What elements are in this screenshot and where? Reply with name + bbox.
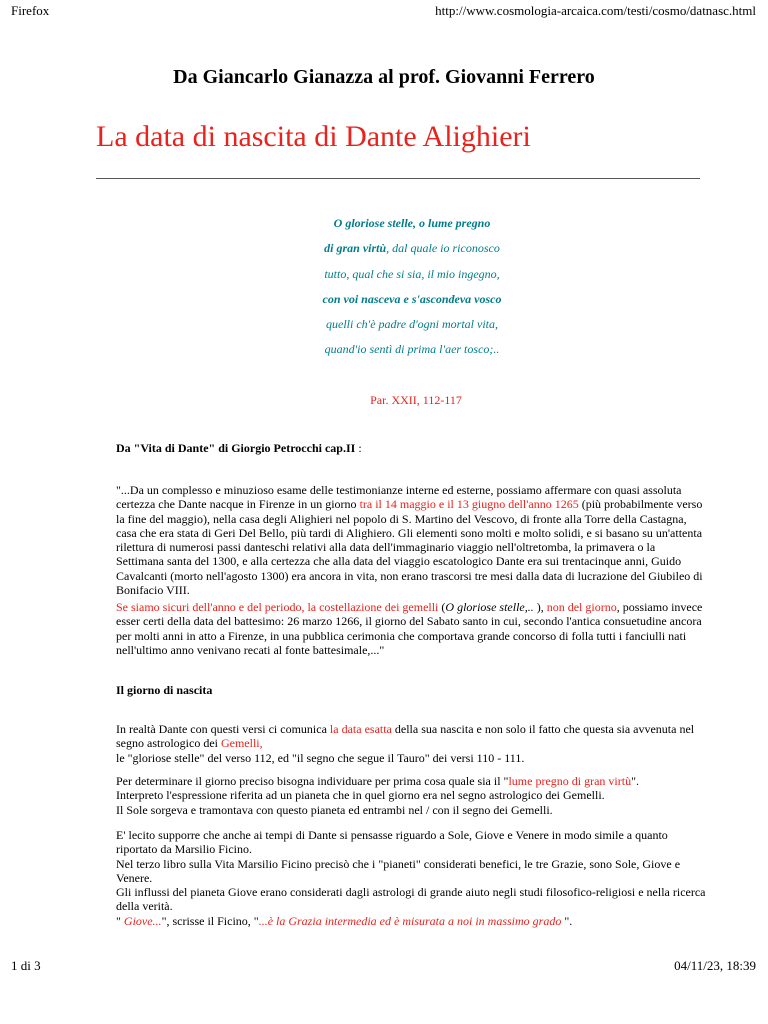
section-1-heading-text: Da "Vita di Dante" di Giorgio Petrocchi cap.II	[116, 441, 356, 455]
s2-p1-c: le "gloriose stelle" del verso 112, ed "il segno che segue il Tauro" dei versi 110 - 111.	[116, 750, 525, 765]
s2-p1-b: della sua nascita e non solo il fatto che questa sia avvenuta nel segno astrologico dei	[116, 722, 695, 751]
quote-p2-a: (	[438, 600, 446, 614]
section-1-heading	[116, 441, 706, 455]
s2-p3-b: Nel terzo libro sulla Vita Marsilio Ficino precisò che i "pianeti" considerati benefici, le tre Grazie, sono Sole, Giove e Venere.	[116, 856, 681, 885]
s2-p2-a: Per determinare il giorno preciso bisogna individuare per prima cosa quale sia il "	[116, 774, 509, 788]
poem-line-5: quelli ch'è padre d'ogni mortal vita,	[326, 317, 498, 332]
s2-p2-b: ".	[631, 774, 639, 788]
quote-p1-a: "...Da un complesso e minuzioso esame delle testimonianze interne ed esterne, possiamo affermare con quasi assoluta certezza che Dante nacque in Firenze in un giorno	[116, 483, 682, 512]
s2-p3-a: E' lecito supporre che anche ai tempi di Dante si pensasse riguardo a Sole, Giove e Venere in modo simile a quanto riportato da Marsilio Ficino.	[116, 828, 668, 857]
s2-p3-red2: ...è la Grazia intermedia ed è misurata a noi in massimo grado	[258, 913, 565, 928]
page-count: 1 di 3	[11, 958, 41, 973]
s2-p3-q2: ", scrisse il Ficino, "	[161, 913, 259, 928]
page-title: Da Giancarlo Gianazza al prof. Giovanni Ferrero	[173, 66, 595, 88]
quote-p1-b: (più probabilmente verso la fine del maggio), nella casa degli Alighieri nel popolo di S. Martino del Vescovo, di fronte alla Torre della Castagna, casa che era stata di Geri Del Bello, più tardi di Alighiero. Gli elementi sono molti e molto solidi, e si basano su un'attenta rilettura di numerosi passi danteschi relativi alla data dell'immaginario viaggio nell'oltretomba, la primavera o la Settimana santa del 1300, e alla certezza che alla data del viaggio escatologico Dante era sui trentacinque anni, Guido Cavalcanti (morto nell'agosto 1300) era ancora in vita, non erano trascorsi tre mesi dalla data di lucrazione del Giubileo di Bonifacio VIII.	[116, 497, 703, 598]
poem-line-3: tutto, qual che si sia, il mio ingegno,	[324, 266, 500, 281]
poem-line-6: quand'io sentì di prima l'aer tosco;..	[324, 342, 500, 357]
s2-p2-red: lume pregno di gran virtù	[508, 774, 632, 788]
quote-p2-c: , possiamo invece esser certi della data del battesimo: 26 marzo 1266, il giorno del Sabato santo in cui, secondo l'antica consuetudine ancora per molti anni in atto a Firenze, in una pubblica cerimonia che comportava grande concorso di folla tutti i fanciulli nati nell'ultimo anno venivano recati al fonte battesimale,..."	[116, 600, 703, 657]
poem-line-2-rest: , dal quale io riconosco	[386, 241, 500, 256]
s2-p3-red1: Giove...	[123, 913, 162, 928]
quote-p1-red: tra il 14 maggio e il 13 giugno dell'anno 1265	[359, 497, 579, 512]
s2-p3-c: Gli influssi del pianeta Giove erano considerati dagli astrologi di grande aiuto negli studi filosofico-religiosi e nella ricerca della verità.	[116, 885, 706, 914]
quote-p2-red2: non del giorno	[546, 600, 617, 614]
main-heading: La data di nascita di Dante Alighieri	[96, 120, 531, 153]
page-url: http://www.cosmologia-arcaica.com/testi/cosmo/datnasc.html	[435, 3, 756, 18]
section-2-paragraph-2	[116, 774, 706, 817]
s2-p1-red2: Gemelli,	[220, 736, 263, 751]
poem-line-2-bold: di gran virtù	[324, 241, 387, 256]
poem-reference: Par. XXII, 112-117	[370, 393, 462, 407]
poem	[0, 213, 768, 365]
print-timestamp: 04/11/23, 18:39	[674, 958, 756, 973]
quote-paragraph-1	[116, 483, 706, 597]
browser-name: Firefox	[11, 3, 50, 18]
quote-p2-red1: Se siamo sicuri dell'anno e del periodo, la costellazione dei gemelli	[116, 600, 439, 614]
poem-line-2	[0, 238, 768, 263]
quote-p2-b: ),	[533, 600, 547, 614]
section-2-heading: Il giorno di nascita	[116, 683, 213, 697]
section-2-paragraph-1	[116, 722, 706, 765]
poem-line-4: con voi nasceva e s'ascondeva vosco	[322, 291, 502, 306]
s2-p2-c: Interpreto l'espressione riferita ad un pianeta che in quel giorno era nel segno astrologico dei Gemelli.	[116, 788, 605, 803]
section-1-heading-colon: :	[355, 441, 362, 455]
s2-p1-a: In realtà Dante con questi versi ci comunica	[116, 722, 330, 736]
s2-p1-red1: la data esatta	[329, 722, 392, 736]
quote-paragraph-2	[116, 600, 706, 657]
s2-p3-q1: "	[116, 913, 124, 928]
poem-line-1: O gloriose stelle, o lume pregno	[333, 216, 491, 230]
section-2-paragraph-3	[116, 828, 706, 928]
quote-p2-italic: O gloriose stelle,..	[445, 600, 534, 614]
s2-p2-d: Il Sole sorgeva e tramontava con questo pianeta ed entrambi nel / con il segno dei Gemelli.	[116, 802, 553, 817]
horizontal-rule	[96, 178, 700, 179]
s2-p3-q3: ".	[564, 913, 573, 928]
